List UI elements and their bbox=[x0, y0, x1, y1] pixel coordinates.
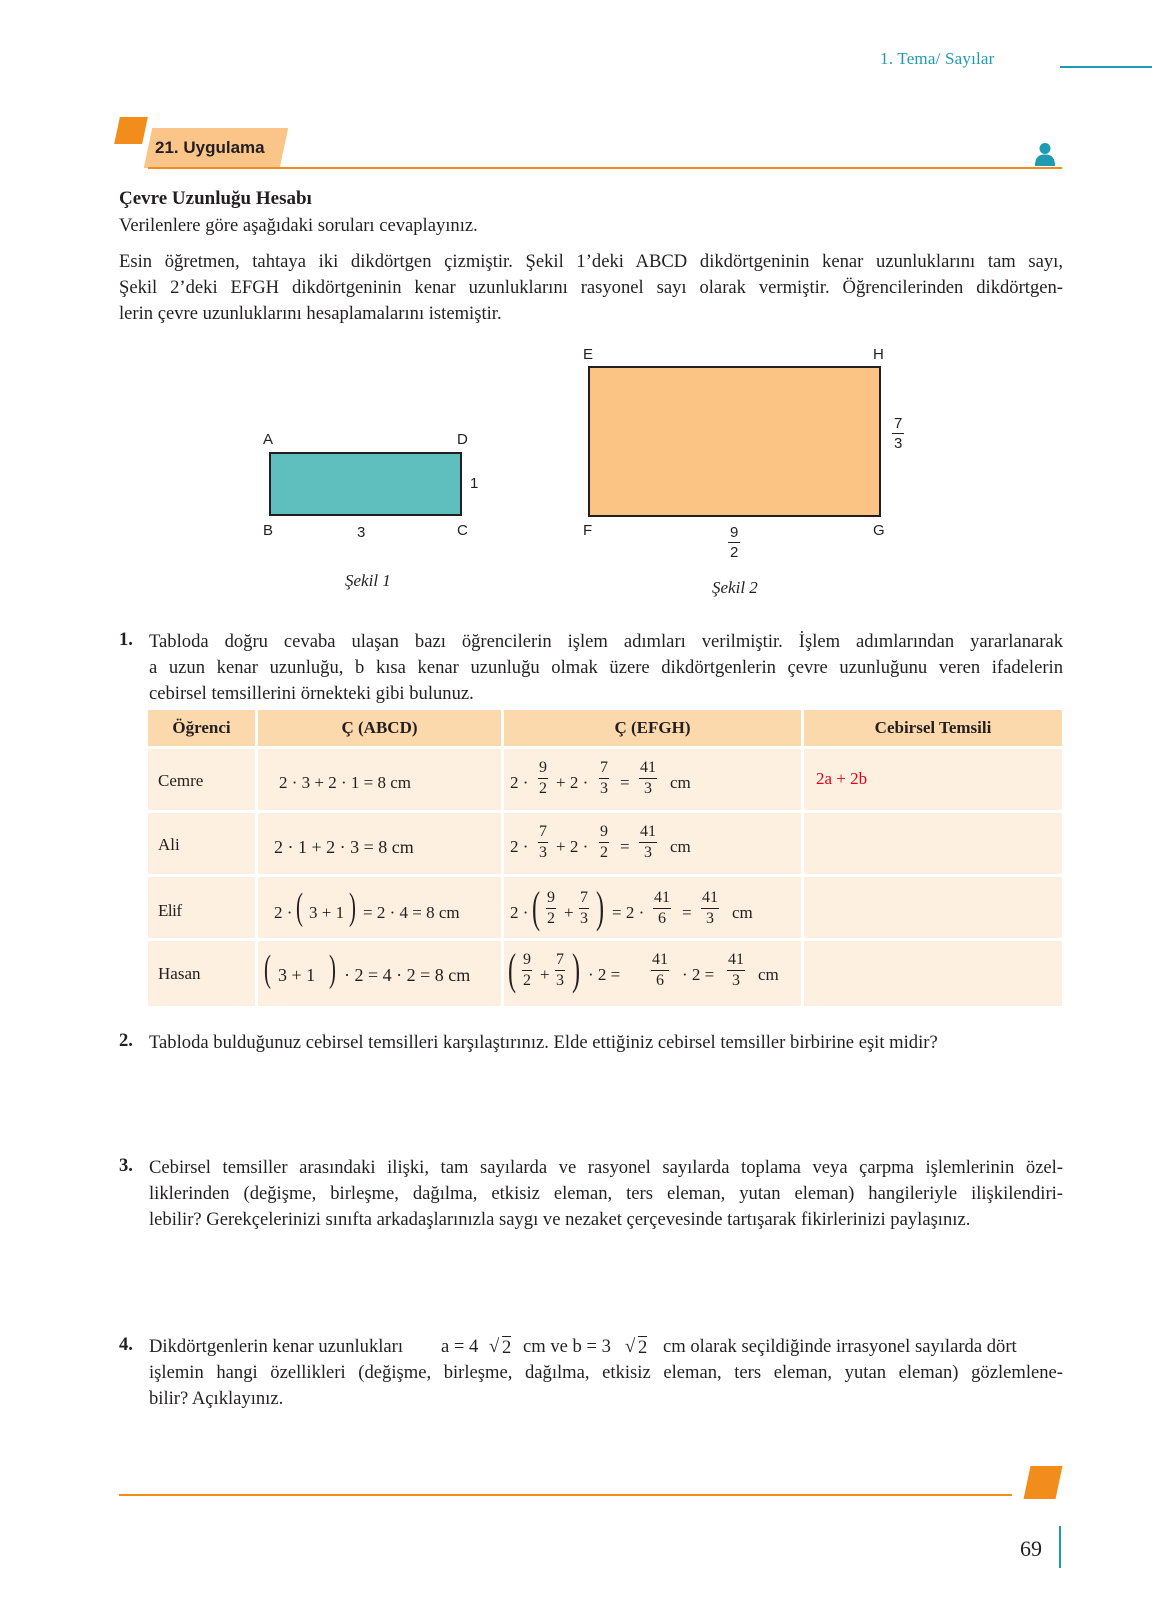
width-fraction: $\frac{9}{2}$ bbox=[730, 524, 739, 561]
rectangle-abcd bbox=[269, 452, 462, 516]
tag-rule bbox=[148, 167, 1062, 169]
sqrt-icon: √ bbox=[489, 1336, 500, 1357]
person-icon bbox=[1033, 142, 1057, 166]
sqrt-icon: √ bbox=[625, 1336, 636, 1357]
story-text: Esin öğretmen, tahtaya iki dikdörtgen çizmiştir. Şekil 1’deki ABCD dikdörtgeninin kenar uzunluklarını tam sayı, Şekil 2’deki EFGH dikdörtgeninin kenar uzunluklarını rasyonel sayı olarak vermiştir. Öğrencilerinden dikdörtgen- lerin çevre uzunluklarını hesaplamalarını istemiştir. bbox=[119, 251, 1063, 324]
header-rule bbox=[1060, 66, 1152, 68]
height-label: 1 bbox=[470, 475, 479, 492]
footer-rule bbox=[119, 1494, 1012, 1496]
footer-accent bbox=[1023, 1466, 1062, 1499]
table-cell bbox=[804, 813, 1062, 874]
abcd-cemre: 2 · 3 + 2 · 1 = 8 cm bbox=[279, 773, 412, 792]
solutions-table: Öğrenci Ç (ABCD) Ç (EFGH) Cebirsel Temsili Cemre Ali Elif Hasan 2 · 3 + 2 · 1 = 8 cm 2 · 1 + 2 · 3 = 8 cm 2 · ( 3 + 1 ) = 2 · 4 = 8 cm ( 3 + 1 ) · 2 = 4 · 2 = 8 cm 2 · 9 2 + 2 · 7 3 = 41 3 cm 2 · 7 3 + 2 · 9 2 = 41 3 cm 2 · ( 9 2 + 7 3 ) = 2 · 41 6 = 41 3 cm ( 9 2 + 7 3 ) · 2 = 41 6 · 2 = 41 3 cm 2a + 2b bbox=[148, 710, 1062, 1006]
corner-b: B bbox=[263, 522, 274, 539]
answer-cemre: 2a + 2b bbox=[816, 769, 868, 788]
header-algebraic: Cebirsel Temsili bbox=[874, 718, 992, 737]
question-2-number: 2. bbox=[119, 1030, 133, 1051]
question-4-first-line: Dikdörtgenlerin kenar uzunlukları a = 4 √ 2 cm ve b = 3 √ 2 cm olarak seçildiğinde irrasyonel sayılarda dört bbox=[149, 1336, 1017, 1358]
corner-d: D bbox=[457, 431, 468, 448]
height-fraction: $\frac{7}{3}$ bbox=[894, 415, 903, 452]
question-2-text: Tabloda bulduğunuz cebirsel temsilleri karşılaştırınız. Elde ettiğiniz cebirsel temsiller birbirine eşit midir? bbox=[149, 1032, 938, 1053]
question-4-text: işlemin hangi özellikleri (değişme, birleşme, dağılma, etkisiz eleman, ters eleman, yutan eleman) gözlemlene- bilir? Açıklayınız. bbox=[149, 1362, 1063, 1409]
corner-g: G bbox=[873, 522, 885, 539]
intro-text: Verilenlere göre aşağıdaki soruları cevaplayınız. bbox=[119, 215, 478, 236]
student-hasan: Hasan bbox=[158, 964, 201, 983]
figure2-caption: Şekil 2 bbox=[712, 578, 758, 597]
table-cell bbox=[804, 941, 1062, 1006]
application-label: 21. Uygulama bbox=[155, 138, 265, 157]
student-elif: Elif bbox=[158, 901, 182, 920]
chapter-title: 1. Tema/ Sayılar bbox=[880, 49, 995, 68]
question-1-number: 1. bbox=[119, 629, 133, 650]
header-student: Öğrenci bbox=[172, 718, 231, 737]
header-abcd: Ç (ABCD) bbox=[341, 718, 418, 737]
abcd-ali: 2 · 1 + 2 · 3 = 8 cm bbox=[274, 837, 414, 857]
corner-e: E bbox=[583, 346, 594, 363]
corner-f: F bbox=[583, 522, 593, 539]
section-title: Çevre Uzunluğu Hesabı bbox=[119, 188, 312, 209]
rectangle-efgh bbox=[588, 366, 881, 517]
header-efgh: Ç (EFGH) bbox=[614, 718, 691, 737]
width-label: 3 bbox=[357, 524, 366, 541]
question-1-text: Tabloda doğru cevaba ulaşan bazı öğrencilerin işlem adımları verilmiştir. İşlem adımlarından yararlanarak a uzun kenar uzunluğu, b kısa kenar uzunluğu olmak üzere dikdörtgenlerin çevre uzunluğunu veren ifadelerin cebirsel temsillerini örnekteki gibi bulunuz. bbox=[149, 631, 1063, 704]
corner-c: C bbox=[457, 522, 468, 539]
tag-accent bbox=[114, 117, 148, 144]
corner-h: H bbox=[873, 346, 884, 363]
student-ali: Ali bbox=[158, 835, 180, 854]
figure1-caption: Şekil 1 bbox=[345, 571, 391, 590]
corner-a: A bbox=[263, 431, 274, 448]
table-cell bbox=[804, 877, 1062, 938]
student-cemre: Cemre bbox=[158, 771, 204, 790]
question-4-number: 4. bbox=[119, 1334, 133, 1355]
page-number: 69 bbox=[1020, 1536, 1042, 1561]
page-number-rule bbox=[1059, 1526, 1061, 1568]
question-3-text: Cebirsel temsiller arasındaki ilişki, tam sayılarda ve rasyonel sayılarda toplama veya çarpma işlemlerinin özel- liklerinden (değişme, birleşme, dağılma, etkisiz eleman, ters eleman, yutan eleman) hangileriyle ilişkilendiri- lebilir? Gerekçelerinizi sınıfta arkadaşlarınızla saygı ve nezaket çerçevesinde tartışarak fikirlerinizi paylaşınız. bbox=[149, 1157, 1063, 1230]
question-3-number: 3. bbox=[119, 1155, 133, 1176]
